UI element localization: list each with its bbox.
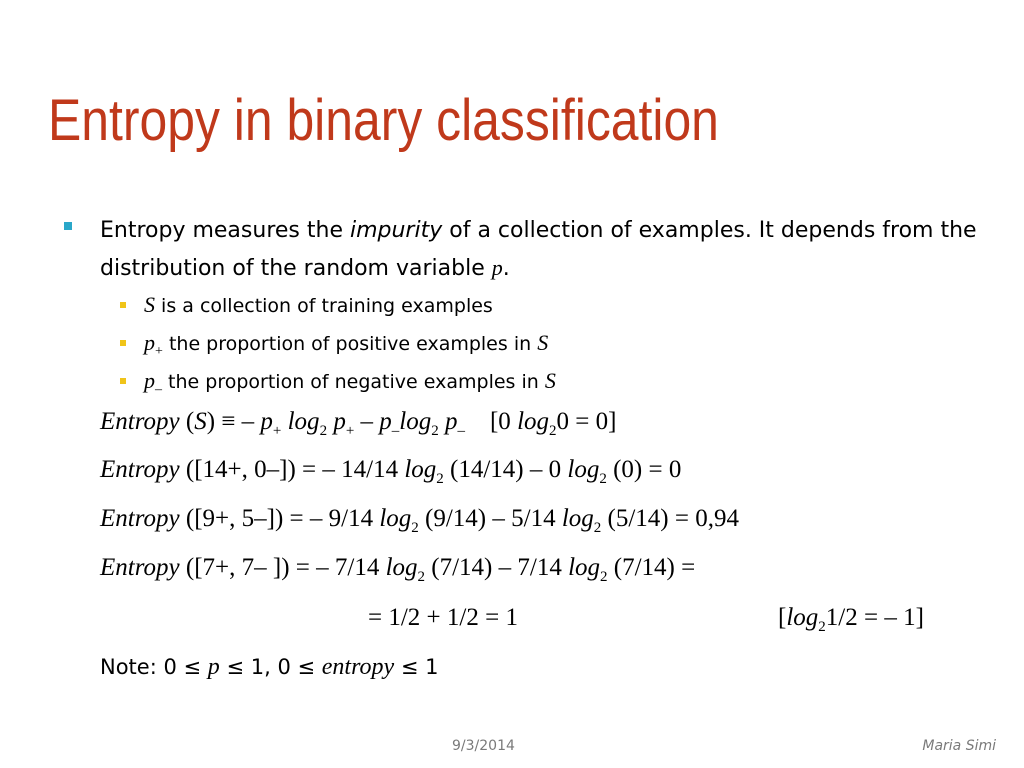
eq-sub: 2 <box>417 569 426 585</box>
eq-term: log <box>567 456 600 483</box>
eq-term: p <box>327 408 346 435</box>
eq-term: (7/14) – 7/14 <box>425 554 569 581</box>
subbullet-marker <box>120 302 126 308</box>
subbullet-sub: + <box>155 343 163 359</box>
note-line <box>100 654 438 681</box>
eq-term: Entropy <box>100 505 180 532</box>
eq-term: ([14+, 0–]) = – 14/14 <box>179 456 405 483</box>
eq-term: S <box>194 408 207 435</box>
main-bullet-text <box>100 212 980 287</box>
eq-term: log <box>399 408 432 435</box>
subbullet-item <box>144 292 493 318</box>
eq-sub: – <box>391 423 400 439</box>
subbullet-text: the proportion of positive examples in <box>162 333 538 355</box>
note-var: entropy <box>321 654 395 680</box>
eq-sub: 2 <box>600 569 608 585</box>
subbullet-text: is a collection of training examples <box>155 295 493 317</box>
eq-term: (7/14) = <box>607 554 696 581</box>
equation-example-1 <box>100 456 681 488</box>
subbullet-var: S <box>144 292 155 317</box>
subbullet-var: p <box>144 330 155 355</box>
eq-term: log <box>561 505 594 532</box>
eq-sub: – <box>457 423 465 439</box>
eq-term: Entropy <box>100 554 180 581</box>
eq-sub: 2 <box>599 471 607 487</box>
subbullet-item <box>144 330 548 360</box>
eq-term: [0 <box>464 408 518 435</box>
eq-term: Entropy <box>100 408 180 435</box>
eq-term: Entropy <box>100 456 180 483</box>
eq-term: (0) = 0 <box>606 456 682 483</box>
eq-term: log <box>568 554 601 581</box>
eq-term: log <box>385 554 418 581</box>
equation-result: = 1/2 + 1/2 = 1 <box>368 604 518 631</box>
eq-term: log <box>281 408 320 435</box>
eq-sub: + <box>345 423 355 439</box>
note-part: 0 ≤ <box>163 655 208 679</box>
eq-term: log <box>379 505 412 532</box>
subbullet-tail: S <box>537 330 549 355</box>
bullet-text-part: Entropy measures the <box>100 218 350 243</box>
eq-term: (5/14) = 0,94 <box>601 505 739 532</box>
eq-term: – <box>354 408 380 435</box>
eq-sub: 2 <box>319 423 328 439</box>
subbullet-item <box>144 368 556 398</box>
equation-example-2 <box>100 505 739 537</box>
bullet-text-part: of a collection of examples. It depends from the distribution of the random variable <box>100 218 977 281</box>
eq-sub: + <box>272 423 282 439</box>
bullet-variable: p <box>491 255 503 280</box>
bullet-marker <box>64 222 72 230</box>
equation-entropy-definition <box>100 408 616 440</box>
subbullet-var: p <box>144 368 155 393</box>
eq-sub: 2 <box>411 520 419 536</box>
subbullet-marker <box>120 378 126 384</box>
eq-sub: 2 <box>549 423 557 439</box>
eq-sub: 2 <box>818 619 826 635</box>
eq-term: ) ≡ – <box>206 408 261 435</box>
eq-term: ([9+, 5–]) = – 9/14 <box>179 505 380 532</box>
subbullet-sub: – <box>155 381 162 397</box>
subbullet-text: the proportion of negative examples in <box>162 371 545 393</box>
note-var: p <box>207 654 220 680</box>
eq-term: ([7+, 7– ]) = – 7/14 <box>179 554 386 581</box>
eq-term: log <box>517 408 550 435</box>
eq-term: 1/2 = – 1] <box>825 604 924 631</box>
footer-author: Maria Simi <box>922 738 996 754</box>
eq-term: p <box>379 408 392 435</box>
eq-sub: 2 <box>431 423 439 439</box>
eq-term: (14/14) – 0 <box>443 456 568 483</box>
eq-term: p <box>438 408 458 435</box>
note-part: ≤ 1 <box>394 655 439 679</box>
subbullet-marker <box>120 340 126 346</box>
note-part: ≤ 1, 0 ≤ <box>219 655 322 679</box>
eq-sub: 2 <box>593 520 602 536</box>
note-label: Note: <box>100 655 164 679</box>
bullet-emphasis: impurity <box>349 218 443 243</box>
eq-term: (9/14) – 5/14 <box>418 505 562 532</box>
eq-term: [ <box>778 604 787 631</box>
bullet-text-part: . <box>502 256 510 281</box>
slide-title: Entropy in binary classification <box>48 88 719 153</box>
eq-term: 0 = 0] <box>556 408 617 435</box>
subbullet-tail: S <box>544 368 556 393</box>
eq-term: ( <box>179 408 195 435</box>
equation-log-identity <box>778 604 924 636</box>
eq-term: p <box>260 408 273 435</box>
equation-example-3 <box>100 554 695 586</box>
eq-term: log <box>404 456 437 483</box>
footer-date: 9/3/2014 <box>452 738 515 754</box>
eq-sub: 2 <box>436 471 444 487</box>
eq-term: log <box>786 604 819 631</box>
